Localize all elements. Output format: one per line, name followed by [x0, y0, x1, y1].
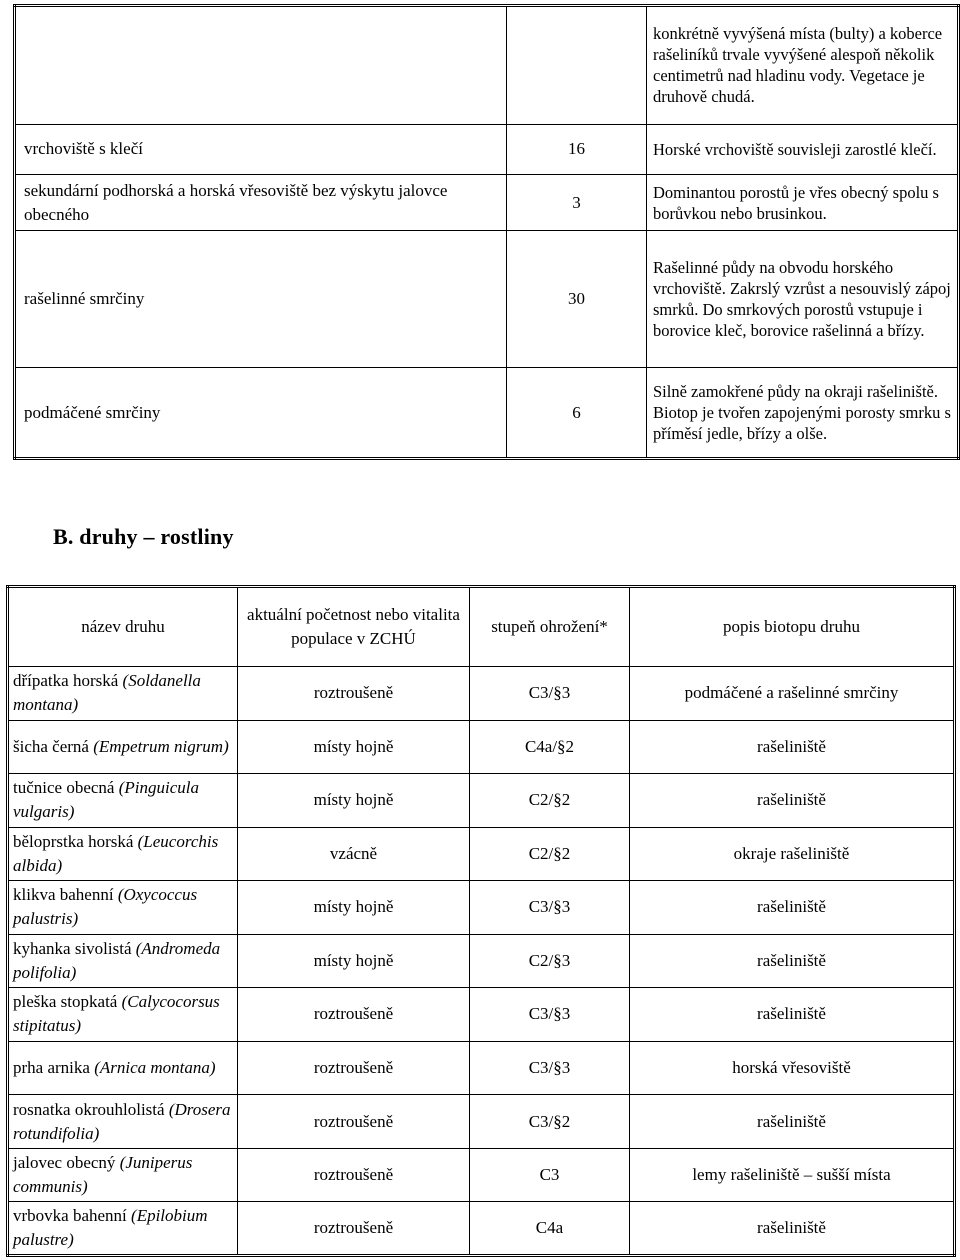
- species-biotope: rašeliniště: [630, 1095, 955, 1149]
- species-czech-name: pleška stopkatá: [13, 992, 118, 1012]
- habitat-count: 6: [507, 368, 647, 459]
- species-abundance: roztroušeně: [238, 667, 470, 721]
- species-czech-name: kyhanka sivolistá: [13, 938, 132, 958]
- species-latin-name: (Leucorchis albida): [13, 831, 219, 875]
- species-row: [8, 1041, 955, 1095]
- species-name: [8, 667, 238, 721]
- species-abundance: roztroušeně: [238, 1148, 470, 1202]
- habitat-name: vrchoviště s klečí: [15, 124, 507, 174]
- species-name: [8, 720, 238, 774]
- species-latin-name: (Pinguicula vulgaris): [13, 778, 199, 822]
- species-abundance: roztroušeně: [238, 1095, 470, 1149]
- habitat-description: Horské vrchoviště souvisleji zarostlé klečí.: [647, 124, 959, 174]
- species-row: [8, 1202, 955, 1256]
- species-biotope: podmáčené a rašelinné smrčiny: [630, 667, 955, 721]
- species-latin-name: (Empetrum nigrum): [93, 736, 229, 756]
- species-threat: C3/§3: [470, 988, 630, 1042]
- habitat-name: rašelinné smrčiny: [15, 231, 507, 368]
- header-species-name: název druhu: [8, 587, 238, 667]
- species-abundance: místy hojně: [238, 881, 470, 935]
- species-threat: C3/§2: [470, 1095, 630, 1149]
- habitat-description: konkrétně vyvýšená místa (bulty) a koberce rašeliníků trvale vyvýšené alespoň několik centimetrů nad hladinu vody. Vegetace je druhově chudá.: [647, 6, 959, 125]
- species-threat: C4a: [470, 1202, 630, 1256]
- species-threat: C2/§3: [470, 934, 630, 988]
- habitat-name: sekundární podhorská a horská vřesoviště bez výskytu jalovce obecného: [15, 175, 507, 231]
- habitat-row: [15, 175, 959, 231]
- species-row: [8, 1095, 955, 1149]
- species-row: [8, 827, 955, 881]
- species-czech-name: šicha černá: [13, 736, 89, 756]
- species-biotope: horská vřesoviště: [630, 1041, 955, 1095]
- habitat-table: [13, 4, 960, 460]
- species-czech-name: rosnatka okrouhlolistá: [13, 1099, 165, 1119]
- species-abundance: místy hojně: [238, 934, 470, 988]
- species-threat: C3/§3: [470, 667, 630, 721]
- species-name: [8, 988, 238, 1042]
- species-name: [8, 1148, 238, 1202]
- header-threat: stupeň ohrožení*: [470, 587, 630, 667]
- species-czech-name: klikva bahenní: [13, 885, 114, 905]
- habitat-count: 30: [507, 231, 647, 368]
- header-abundance: aktuální početnost nebo vitalita populace v ZCHÚ: [238, 587, 470, 667]
- species-threat: C2/§2: [470, 827, 630, 881]
- habitat-description: Dominantou porostů je vřes obecný spolu s borůvkou nebo brusinkou.: [647, 175, 959, 231]
- habitat-count: 3: [507, 175, 647, 231]
- species-name: [8, 1041, 238, 1095]
- species-biotope: rašeliniště: [630, 881, 955, 935]
- species-latin-name: (Oxycoccus palustris): [13, 885, 198, 929]
- species-name: [8, 934, 238, 988]
- habitat-name: podmáčené smrčiny: [15, 368, 507, 459]
- species-header-row: [8, 587, 955, 667]
- species-abundance: místy hojně: [238, 774, 470, 828]
- species-biotope: rašeliniště: [630, 774, 955, 828]
- species-row: [8, 667, 955, 721]
- species-name: [8, 881, 238, 935]
- species-latin-name: (Juniperus communis): [13, 1153, 193, 1197]
- species-row: [8, 881, 955, 935]
- species-latin-name: (Andromeda polifolia): [13, 938, 221, 982]
- species-name: [8, 1202, 238, 1256]
- species-abundance: místy hojně: [238, 720, 470, 774]
- species-row: [8, 774, 955, 828]
- header-biotope: popis biotopu druhu: [630, 587, 955, 667]
- species-name: [8, 827, 238, 881]
- species-row: [8, 1148, 955, 1202]
- species-biotope: rašeliniště: [630, 720, 955, 774]
- species-threat: C3/§3: [470, 1041, 630, 1095]
- species-czech-name: dřípatka horská: [13, 671, 119, 691]
- habitat-row: [15, 231, 959, 368]
- species-latin-name: (Arnica montana): [94, 1057, 216, 1077]
- habitat-row: [15, 124, 959, 174]
- habitat-count: 16: [507, 124, 647, 174]
- species-latin-name: (Calycocorsus stipitatus): [13, 992, 220, 1036]
- species-threat: C4a/§2: [470, 720, 630, 774]
- habitat-empty-cell: [15, 6, 507, 125]
- habitat-row-top: [15, 6, 959, 125]
- species-latin-name: (Soldanella montana): [13, 671, 201, 715]
- species-czech-name: tučnice obecná: [13, 778, 115, 798]
- species-latin-name: (Epilobium palustre): [13, 1206, 208, 1250]
- species-biotope: okraje rašeliniště: [630, 827, 955, 881]
- species-abundance: roztroušeně: [238, 1202, 470, 1256]
- habitat-row: [15, 368, 959, 459]
- species-table-body: [8, 667, 955, 1256]
- species-name: [8, 774, 238, 828]
- habitat-description: Silně zamokřené půdy na okraji rašeliniště. Biotop je tvořen zapojenými porosty smrku s příměsí jedle, břízy a olše.: [647, 368, 959, 459]
- species-row: [8, 988, 955, 1042]
- section-heading: B. druhy – rostliny: [53, 524, 234, 549]
- species-threat: C3: [470, 1148, 630, 1202]
- species-biotope: rašeliniště: [630, 988, 955, 1042]
- species-table: [6, 585, 956, 1257]
- species-czech-name: prha arnika: [13, 1057, 90, 1077]
- species-biotope: rašeliniště: [630, 1202, 955, 1256]
- species-biotope: lemy rašeliniště – sušší místa: [630, 1148, 955, 1202]
- species-biotope: rašeliniště: [630, 934, 955, 988]
- species-threat: C3/§3: [470, 881, 630, 935]
- species-czech-name: vrbovka bahenní: [13, 1206, 127, 1226]
- habitat-empty-cell: [507, 6, 647, 125]
- species-abundance: vzácně: [238, 827, 470, 881]
- species-row: [8, 934, 955, 988]
- species-abundance: roztroušeně: [238, 988, 470, 1042]
- species-name: [8, 1095, 238, 1149]
- species-abundance: roztroušeně: [238, 1041, 470, 1095]
- species-row: [8, 720, 955, 774]
- species-czech-name: jalovec obecný: [13, 1153, 116, 1173]
- species-latin-name: (Drosera rotundifolia): [13, 1099, 231, 1143]
- habitat-description: Rašelinné půdy na obvodu horského vrchoviště. Zakrslý vzrůst a nesouvislý zápoj smrků. Do smrkových porostů vstupuje i borovice kleč, borovice rašelinná a břízy.: [647, 231, 959, 368]
- species-threat: C2/§2: [470, 774, 630, 828]
- species-czech-name: běloprstka horská: [13, 831, 134, 851]
